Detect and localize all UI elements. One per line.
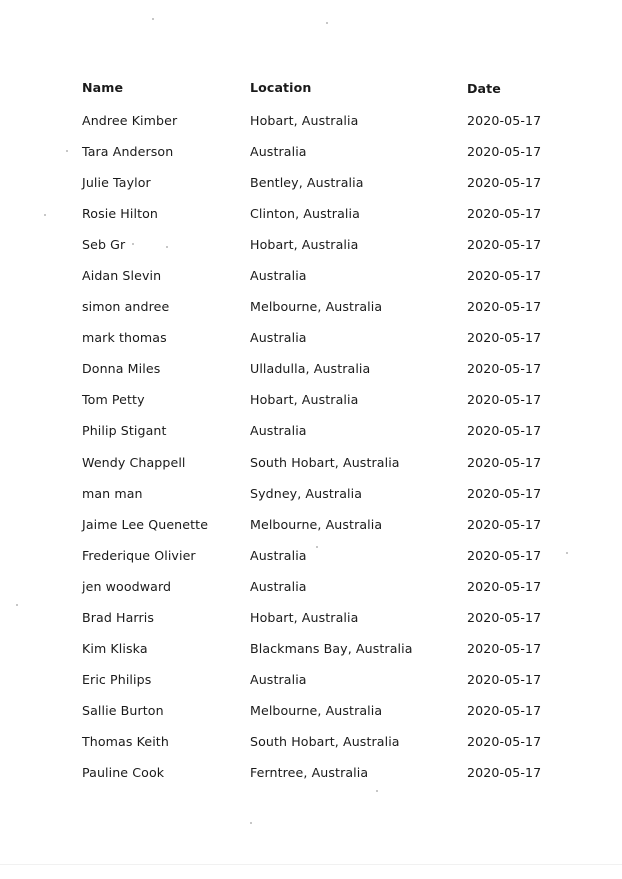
row-location: Australia xyxy=(250,330,307,346)
scan-speck xyxy=(16,604,18,606)
row-location: Australia xyxy=(250,578,307,594)
row-date: 2020-05-17 xyxy=(467,392,542,408)
row-location: Ulladulla, Australia xyxy=(250,361,371,377)
table-row xyxy=(82,291,552,322)
row-location: Australia xyxy=(250,671,307,687)
table-row xyxy=(82,260,552,291)
row-name: Eric Philips xyxy=(82,671,152,687)
row-date: 2020-05-17 xyxy=(467,268,542,284)
table-row xyxy=(82,695,552,726)
table-row xyxy=(82,540,552,571)
row-date: 2020-05-17 xyxy=(467,299,542,315)
row-date: 2020-05-17 xyxy=(467,765,542,780)
row-location: Hobart, Australia xyxy=(250,113,359,129)
row-name: jen woodward xyxy=(82,578,172,594)
scan-speck xyxy=(566,552,568,554)
row-name: Donna Miles xyxy=(82,361,161,377)
row-date: 2020-05-17 xyxy=(467,206,542,222)
table-row xyxy=(82,384,552,415)
row-name: Frederique Olivier xyxy=(82,547,196,563)
row-date: 2020-05-17 xyxy=(467,485,542,501)
row-location: Melbourne, Australia xyxy=(250,516,383,532)
row-name: Julie Taylor xyxy=(82,175,151,191)
table-row xyxy=(82,633,552,664)
row-name: Brad Harris xyxy=(82,609,155,625)
row-date: 2020-05-17 xyxy=(467,237,542,253)
row-location: Melbourne, Australia xyxy=(250,299,383,315)
row-name: Rosie Hilton xyxy=(82,206,158,222)
row-date: 2020-05-17 xyxy=(467,547,542,563)
scan-speck xyxy=(376,790,378,792)
table-row xyxy=(82,353,552,384)
row-location: Hobart, Australia xyxy=(250,237,359,253)
header-date: Date xyxy=(467,81,501,96)
row-name: Thomas Keith xyxy=(82,733,169,749)
row-location: Australia xyxy=(250,144,307,160)
row-location: South Hobart, Australia xyxy=(250,733,400,749)
scan-speck xyxy=(44,214,46,216)
row-location: Hobart, Australia xyxy=(250,609,359,625)
table-row xyxy=(82,136,552,167)
scan-speck xyxy=(152,18,154,20)
row-date: 2020-05-17 xyxy=(467,671,542,687)
scan-speck xyxy=(66,150,68,152)
row-date: 2020-05-17 xyxy=(467,330,542,346)
row-name: Wendy Chappell xyxy=(82,454,186,470)
table-row xyxy=(82,167,552,198)
row-date: 2020-05-17 xyxy=(467,113,542,129)
table-row xyxy=(82,664,552,695)
table-row xyxy=(82,229,552,260)
row-date: 2020-05-17 xyxy=(467,640,542,656)
row-date: 2020-05-17 xyxy=(467,609,542,625)
row-location: Hobart, Australia xyxy=(250,392,359,408)
row-date: 2020-05-17 xyxy=(467,454,542,470)
table-row xyxy=(82,322,552,353)
row-name: Philip Stigant xyxy=(82,423,167,439)
row-name: Andree Kimber xyxy=(82,113,178,129)
row-location: Australia xyxy=(250,268,307,284)
row-name: Sallie Burton xyxy=(82,702,164,718)
row-name: Jaime Lee Quenette xyxy=(82,516,209,532)
row-name: Seb Gr xyxy=(82,237,126,253)
row-date: 2020-05-17 xyxy=(467,516,542,532)
row-name: Tom Petty xyxy=(82,392,145,408)
row-date: 2020-05-17 xyxy=(467,702,542,718)
table-row xyxy=(82,602,552,633)
table-row xyxy=(82,757,552,788)
table-row xyxy=(82,415,552,446)
table-row xyxy=(82,198,552,229)
scan-speck xyxy=(250,822,252,824)
row-name: Tara Anderson xyxy=(82,144,174,160)
table-row xyxy=(82,726,552,757)
signature-table xyxy=(82,76,552,788)
row-location: Sydney, Australia xyxy=(250,485,363,501)
table-header-row xyxy=(82,76,552,99)
row-location: Melbourne, Australia xyxy=(250,702,383,718)
table-row xyxy=(82,105,552,136)
row-date: 2020-05-17 xyxy=(467,361,542,377)
row-name: mark thomas xyxy=(82,330,167,346)
row-date: 2020-05-17 xyxy=(467,733,542,749)
table-row xyxy=(82,478,552,509)
row-date: 2020-05-17 xyxy=(467,175,542,191)
row-location: Clinton, Australia xyxy=(250,206,360,222)
row-date: 2020-05-17 xyxy=(467,423,542,439)
row-location: Blackmans Bay, Australia xyxy=(250,640,413,656)
row-name: Aidan Slevin xyxy=(82,268,162,284)
row-name: simon andree xyxy=(82,299,170,315)
row-name: Pauline Cook xyxy=(82,765,165,780)
table-row xyxy=(82,509,552,540)
row-name: man man xyxy=(82,485,143,501)
row-location: Bentley, Australia xyxy=(250,175,364,191)
scan-speck xyxy=(326,22,328,24)
scan-edge-line xyxy=(0,864,622,865)
table-row xyxy=(82,571,552,602)
row-location: Ferntree, Australia xyxy=(250,765,369,780)
row-location: Australia xyxy=(250,547,307,563)
table-row xyxy=(82,447,552,478)
header-location: Location xyxy=(250,80,312,95)
row-location: South Hobart, Australia xyxy=(250,454,400,470)
row-location: Australia xyxy=(250,423,307,439)
header-name: Name xyxy=(82,80,124,95)
row-date: 2020-05-17 xyxy=(467,578,542,594)
row-date: 2020-05-17 xyxy=(467,144,542,160)
row-name: Kim Kliska xyxy=(82,640,148,656)
